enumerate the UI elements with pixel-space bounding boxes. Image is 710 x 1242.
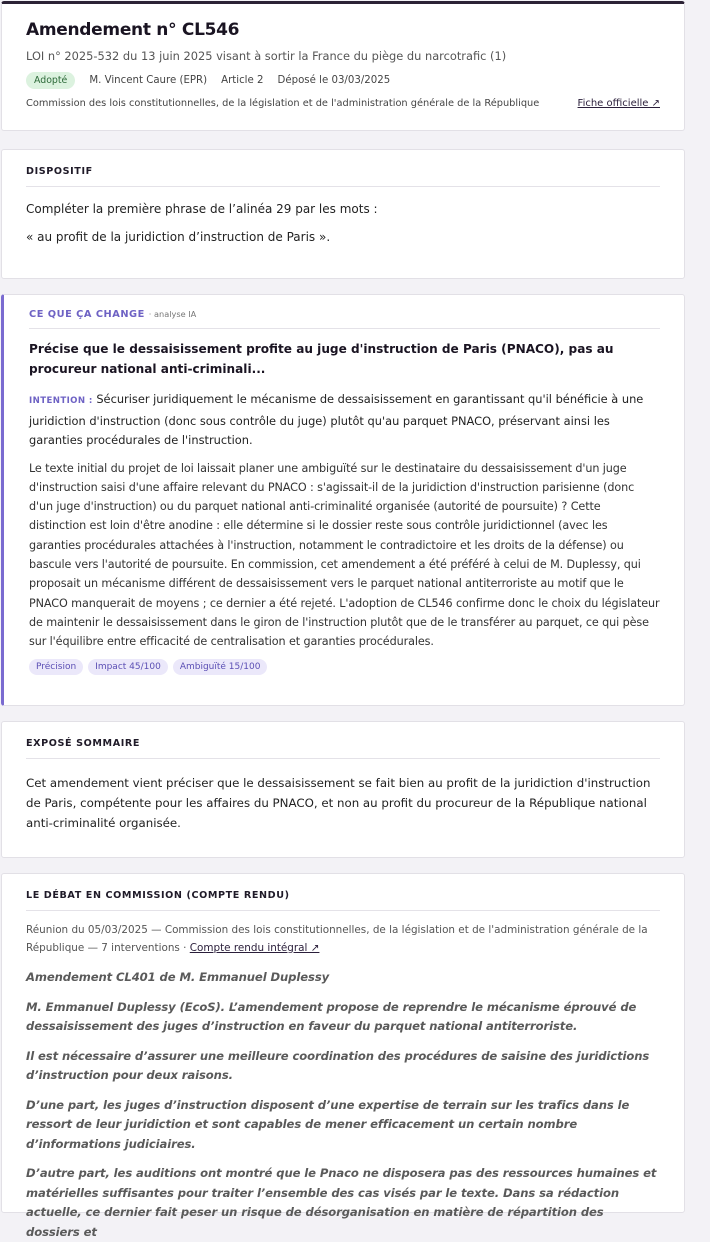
debate-meta-text: Réunion du 05/03/2025 — Commission des lois constitutionnelles, de la législation et de l'administration générale de la République — 7 interventions · <box>26 924 648 954</box>
change-analysis-card <box>1 294 685 706</box>
ai-analysis-tag: · analyse IA <box>148 309 197 319</box>
debate-meta <box>26 922 660 957</box>
section-label-change: CE QUE ÇA CHANGE <box>29 309 145 320</box>
debate-paragraph: M. Emmanuel Duplessy (EcoS). L’amendement propose de reprendre le mécanisme éprouvé de dessaisissement des juges d’instruction en faveur du parquet national antiterroriste. <box>26 999 637 1033</box>
section-label-dispositif: DISPOSITIF <box>26 166 660 187</box>
intention-label: INTENTION : <box>29 396 93 406</box>
change-heading <box>29 309 660 329</box>
intention-paragraph <box>29 390 660 451</box>
dispositif-card <box>1 149 685 279</box>
analysis-chips <box>29 659 660 675</box>
amendment-meta <box>26 72 660 89</box>
law-subtitle: LOI n° 2025-532 du 13 juin 2025 visant à sortir la France du piège du narcotrafic (1) <box>26 49 507 63</box>
change-summary: Précise que le dessaisissement profite au juge d'instruction de Paris (PNACO), pas au procureur national anti-criminali... <box>29 342 614 376</box>
commission-name: Commission des lois constitutionnelles, de la législation et de l'administration générale de la République <box>26 98 540 109</box>
deposit-date: Déposé le 03/03/2025 <box>277 75 391 86</box>
chip-category: Précision <box>29 659 83 675</box>
dispositif-line: Compléter la première phrase de l’alinéa 29 par les mots : <box>26 202 378 216</box>
page-title: Amendement n° CL546 <box>26 20 240 40</box>
article: Article 2 <box>221 75 264 86</box>
author: M. Vincent Caure (EPR) <box>89 75 208 86</box>
expose-card <box>1 721 685 858</box>
debate-paragraph: Amendement CL401 de M. Emmanuel Duplessy <box>26 970 330 984</box>
official-link[interactable]: Fiche officielle ↗ <box>577 98 660 109</box>
section-label-expose: EXPOSÉ SOMMAIRE <box>26 738 660 759</box>
debate-card <box>1 873 685 1239</box>
analysis-text: Le texte initial du projet de loi laissait planer une ambiguïté sur le destinataire du dessaisissement d'un juge d'instruction saisi d'une affaire relevant du PNACO : s'agissait-il de la juridiction d'instruction parisienne (donc d'un juge d'instruction) ou du parquet national anti-criminalité organisée (autorité de poursuite) ? Cette distinction est loin d'être anodine : elle détermine si le dossier reste sous contrôle juridictionnel (avec les garanties procédurales attachées à l'instruction, notamment le contradictoire et les droits de la défense) ou bascule vers l'autorité de poursuite. En commission, cet amendement a été préféré à celui de M. Duplessy, qui proposait un mécanisme différent de dessaisissement vers le parquet national antiterroriste au motif que le PNACO manquerait de moyens ; ce dernier a été rejeté. L'adoption de CL546 confirme donc le choix du législateur de maintenir le dessaisissement dans le giron de l'instruction plutôt que de le transférer au parquet, ce qui pèse sur l'équilibre entre efficacité de centralisation et garanties procédurales. <box>29 461 660 649</box>
amendment-header-card <box>1 1 685 131</box>
debate-paragraph: D’autre part, les auditions ont montré que le Pnaco ne disposera pas des ressources humaines et matérielles suffisantes pour traiter l’ensemble des cas visés par le texte. Dans sa rédaction actuelle, ce dernier fait peser un risque de désorganisation en matière de répartition des dossiers et <box>26 1166 657 1239</box>
section-label-debate: LE DÉBAT EN COMMISSION (COMPTE RENDU) <box>26 890 660 911</box>
debate-paragraph: D’une part, les juges d’instruction disposent d’une expertise de terrain sur les trafics dans le ressort de leur juridiction et sont capables de mener efficacement un certain nombre d’informations judiciaires. <box>26 1097 630 1151</box>
expose-text: Cet amendement vient préciser que le dessaisissement se fait bien au profit de la juridiction d'instruction de Paris, compétente pour les affaires du PNACO, et non au profit du procureur de la République national anti-criminalité organisée. <box>26 776 651 830</box>
commission-row <box>26 98 660 109</box>
dispositif-line: « au profit de la juridiction d’instruction de Paris ». <box>26 230 331 244</box>
chip-ambiguity: Ambiguïté 15/100 <box>173 659 268 675</box>
full-report-link[interactable]: Compte rendu intégral ↗ <box>189 941 320 954</box>
debate-paragraph: Il est nécessaire d’assurer une meilleure coordination des procédures de saisine des juridictions d’instruction pour deux raisons. <box>26 1048 650 1082</box>
chip-impact: Impact 45/100 <box>88 659 168 675</box>
status-badge: Adopté <box>26 72 75 89</box>
intention-text: Sécuriser juridiquement le mécanisme de dessaisissement en garantissant qu'il bénéficie à une juridiction d'instruction (donc sous contrôle du juge) plutôt qu'au parquet PNACO, préservant ainsi les garanties procédurales de l'instruction. <box>29 392 644 447</box>
